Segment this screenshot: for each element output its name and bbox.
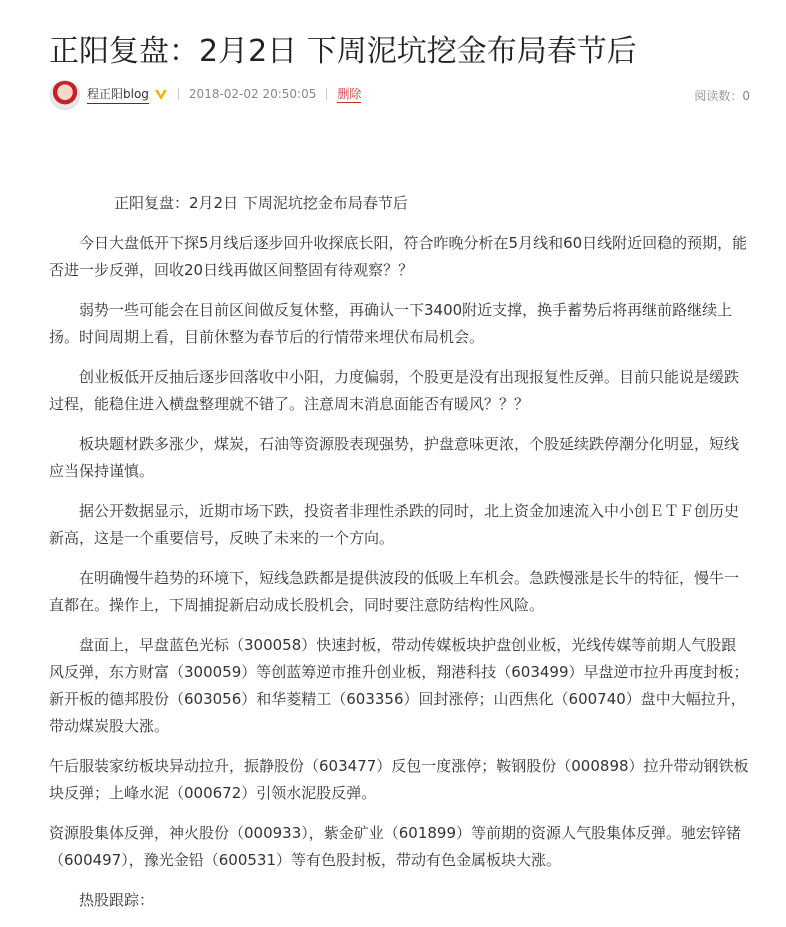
article-content <box>49 190 749 927</box>
paragraph: 创业板低开反抽后逐步回落收中小阳，力度偏弱，个股更是没有出现报复性反弹。目前只能说是缓跌过程，能稳住进入横盘整理就不错了。注意周末消息面能否有暖风？？？ <box>49 368 740 413</box>
author-name-link[interactable]: 程正阳blog <box>87 85 149 104</box>
paragraph: 午后服装家纺板块异动拉升，振静股份（603477）反包一度涨停；鞍钢股份（000898）拉升带动钢铁板块反弹；上峰水泥（000672）引领水泥股反弹。 <box>49 757 749 802</box>
paragraph: 弱势一些可能会在目前区间做反复休整，再确认一下3400附近支撑，换手蓄势后将再继前路继续上扬。时间周期上看，目前休整为春节后的行情带来埋伏布局机会。 <box>49 301 733 346</box>
paragraph: 资源股集体反弹，神火股份（000933），紫金矿业（601899）等前期的资源人气股集体反弹。驰宏锌锗（600497），豫光金铅（600531）等有色股封板，带动有色金属板块大涨。 <box>49 824 742 869</box>
vip-badge-icon <box>154 88 168 102</box>
divider <box>178 88 179 100</box>
section-heading: 热股跟踪： <box>79 891 155 909</box>
paragraph: 今日大盘低开下探5月线后逐步回升收探底长阳，符合昨晚分析在5月线和60日线附近回稳的预期，能否进一步反弹，回收20日线再做区间整固有待观察？？ <box>49 234 748 279</box>
author-avatar[interactable] <box>50 80 80 110</box>
paragraph: 板块题材跌多涨少，煤炭，石油等资源股表现强势，护盘意味更浓，个股延续跌停潮分化明显，短线应当保持谨慎。 <box>49 435 740 480</box>
publish-time: 2018-02-02 20:50:05 <box>188 87 317 101</box>
paragraph: 盘面上，早盘蓝色光标（300058）快速封板，带动传媒板块护盘创业板，光线传媒等前期人气股跟风反弹，东方财富（300059）等创蓝筹逆市推升创业板，翔港科技（603499）早盘逆市拉升再度封板；新开板的德邦股份（603056）和华菱精工（603356）回封涨停；山西焦化（600740）盘中大幅拉升，带动煤炭股大涨。 <box>49 636 749 735</box>
divider <box>326 88 327 100</box>
article-meta <box>50 80 750 110</box>
read-count: 阅读数：0 <box>694 89 750 103</box>
content-subtitle: 正阳复盘：2月2日 下周泥坑挖金布局春节后 <box>114 194 408 212</box>
paragraph: 据公开数据显示，近期市场下跌，投资者非理性杀跌的同时，北上资金加速流入中小创ＥＴＦ创历史新高，这是一个重要信号，反映了未来的一个方向。 <box>49 502 740 547</box>
paragraph: 在明确慢牛趋势的环境下，短线急跌都是提供波段的低吸上车机会。急跌慢涨是长牛的特征，慢牛一直都在。操作上，下周捕捉新启动成长股机会，同时要注意防结构性风险。 <box>49 569 740 614</box>
delete-link[interactable]: 删除 <box>337 87 362 101</box>
article-title: 正阳复盘：2月2日 下周泥坑挖金布局春节后 <box>49 34 637 69</box>
author-info <box>87 84 361 104</box>
